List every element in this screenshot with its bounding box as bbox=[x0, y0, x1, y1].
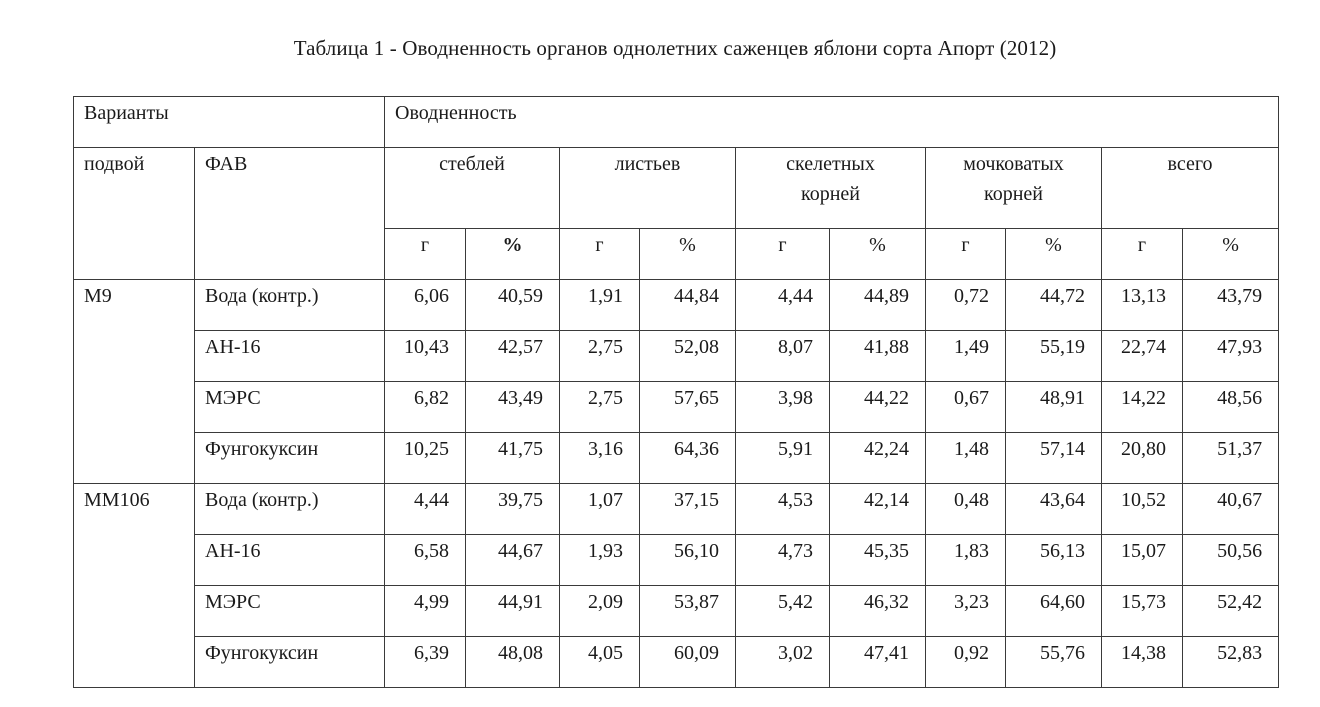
header-row-2 bbox=[74, 148, 1279, 229]
value-pct-cell: 44,67 bbox=[466, 535, 560, 586]
value-g-cell: 22,74 bbox=[1102, 331, 1183, 382]
value-pct-cell: 39,75 bbox=[466, 484, 560, 535]
table-caption: Таблица 1 - Оводненность органов однолетних саженцев яблони сорта Апорт (2012) bbox=[293, 36, 1057, 60]
header-group-fibrous-roots: мочковатых корней bbox=[926, 148, 1102, 229]
value-pct-cell: 43,49 bbox=[466, 382, 560, 433]
fav-cell: МЭРС bbox=[195, 382, 385, 433]
value-pct-cell: 44,22 bbox=[830, 382, 926, 433]
value-g-cell: 2,09 bbox=[560, 586, 640, 637]
value-pct-cell: 64,36 bbox=[640, 433, 736, 484]
value-pct-cell: 41,88 bbox=[830, 331, 926, 382]
header-row-1 bbox=[74, 97, 1279, 148]
value-pct-cell: 50,56 bbox=[1183, 535, 1279, 586]
value-pct-cell: 40,67 bbox=[1183, 484, 1279, 535]
table-row bbox=[74, 637, 1279, 688]
value-pct-cell: 44,89 bbox=[830, 280, 926, 331]
table-row bbox=[74, 586, 1279, 637]
value-g-cell: 15,73 bbox=[1102, 586, 1183, 637]
rootstock-cell: ММ106 bbox=[74, 484, 195, 688]
value-g-cell: 4,05 bbox=[560, 637, 640, 688]
unit-g: г bbox=[926, 229, 1006, 280]
value-pct-cell: 44,84 bbox=[640, 280, 736, 331]
table-row bbox=[74, 433, 1279, 484]
value-pct-cell: 37,15 bbox=[640, 484, 736, 535]
fav-cell: АН-16 bbox=[195, 535, 385, 586]
header-hydration: Оводненность bbox=[385, 97, 1279, 148]
value-g-cell: 10,43 bbox=[385, 331, 466, 382]
value-g-cell: 1,91 bbox=[560, 280, 640, 331]
value-g-cell: 13,13 bbox=[1102, 280, 1183, 331]
value-pct-cell: 64,60 bbox=[1006, 586, 1102, 637]
header-group-skeletal-roots: скелетных корней bbox=[736, 148, 926, 229]
value-g-cell: 14,22 bbox=[1102, 382, 1183, 433]
header-group-total: всего bbox=[1102, 148, 1279, 229]
value-pct-cell: 56,13 bbox=[1006, 535, 1102, 586]
value-g-cell: 4,53 bbox=[736, 484, 830, 535]
table-row bbox=[74, 484, 1279, 535]
value-pct-cell: 40,59 bbox=[466, 280, 560, 331]
value-pct-cell: 43,64 bbox=[1006, 484, 1102, 535]
header-variants: Варианты bbox=[74, 97, 385, 148]
value-g-cell: 0,48 bbox=[926, 484, 1006, 535]
value-pct-cell: 48,91 bbox=[1006, 382, 1102, 433]
value-pct-cell: 52,08 bbox=[640, 331, 736, 382]
value-g-cell: 1,48 bbox=[926, 433, 1006, 484]
unit-g: г bbox=[385, 229, 466, 280]
value-pct-cell: 55,76 bbox=[1006, 637, 1102, 688]
unit-pct: % bbox=[1183, 229, 1279, 280]
value-pct-cell: 53,87 bbox=[640, 586, 736, 637]
value-g-cell: 4,73 bbox=[736, 535, 830, 586]
value-pct-cell: 52,42 bbox=[1183, 586, 1279, 637]
value-g-cell: 20,80 bbox=[1102, 433, 1183, 484]
value-g-cell: 5,42 bbox=[736, 586, 830, 637]
value-pct-cell: 57,14 bbox=[1006, 433, 1102, 484]
value-pct-cell: 42,14 bbox=[830, 484, 926, 535]
fav-cell: Фунгокуксин bbox=[195, 637, 385, 688]
value-pct-cell: 51,37 bbox=[1183, 433, 1279, 484]
header-group-leaves: листьев bbox=[560, 148, 736, 229]
fav-cell: Вода (контр.) bbox=[195, 280, 385, 331]
value-g-cell: 0,67 bbox=[926, 382, 1006, 433]
unit-g: г bbox=[736, 229, 830, 280]
header-rootstock: подвой bbox=[74, 148, 195, 280]
value-g-cell: 1,83 bbox=[926, 535, 1006, 586]
value-g-cell: 6,58 bbox=[385, 535, 466, 586]
unit-g: г bbox=[1102, 229, 1183, 280]
fav-cell: МЭРС bbox=[195, 586, 385, 637]
header-fav: ФАВ bbox=[195, 148, 385, 280]
value-g-cell: 1,93 bbox=[560, 535, 640, 586]
value-g-cell: 15,07 bbox=[1102, 535, 1183, 586]
value-pct-cell: 52,83 bbox=[1183, 637, 1279, 688]
value-g-cell: 0,92 bbox=[926, 637, 1006, 688]
value-pct-cell: 48,56 bbox=[1183, 382, 1279, 433]
value-pct-cell: 42,57 bbox=[466, 331, 560, 382]
hydration-table bbox=[73, 96, 1279, 688]
value-g-cell: 4,44 bbox=[385, 484, 466, 535]
value-g-cell: 2,75 bbox=[560, 382, 640, 433]
value-g-cell: 6,39 bbox=[385, 637, 466, 688]
value-g-cell: 14,38 bbox=[1102, 637, 1183, 688]
value-g-cell: 3,98 bbox=[736, 382, 830, 433]
value-g-cell: 5,91 bbox=[736, 433, 830, 484]
unit-pct: % bbox=[466, 229, 560, 280]
value-pct-cell: 44,91 bbox=[466, 586, 560, 637]
value-g-cell: 10,52 bbox=[1102, 484, 1183, 535]
value-pct-cell: 47,93 bbox=[1183, 331, 1279, 382]
unit-pct: % bbox=[1006, 229, 1102, 280]
value-g-cell: 3,02 bbox=[736, 637, 830, 688]
fav-cell: АН-16 bbox=[195, 331, 385, 382]
table-row bbox=[74, 535, 1279, 586]
table-row bbox=[74, 331, 1279, 382]
value-pct-cell: 57,65 bbox=[640, 382, 736, 433]
unit-pct: % bbox=[640, 229, 736, 280]
rootstock-cell: М9 bbox=[74, 280, 195, 484]
fav-cell: Фунгокуксин bbox=[195, 433, 385, 484]
value-g-cell: 4,99 bbox=[385, 586, 466, 637]
value-g-cell: 3,16 bbox=[560, 433, 640, 484]
value-g-cell: 4,44 bbox=[736, 280, 830, 331]
value-g-cell: 0,72 bbox=[926, 280, 1006, 331]
header-group-stems: стеблей bbox=[385, 148, 560, 229]
value-g-cell: 10,25 bbox=[385, 433, 466, 484]
value-pct-cell: 48,08 bbox=[466, 637, 560, 688]
value-pct-cell: 42,24 bbox=[830, 433, 926, 484]
value-g-cell: 1,49 bbox=[926, 331, 1006, 382]
value-pct-cell: 45,35 bbox=[830, 535, 926, 586]
value-g-cell: 2,75 bbox=[560, 331, 640, 382]
value-pct-cell: 44,72 bbox=[1006, 280, 1102, 331]
value-pct-cell: 55,19 bbox=[1006, 331, 1102, 382]
value-g-cell: 1,07 bbox=[560, 484, 640, 535]
value-pct-cell: 60,09 bbox=[640, 637, 736, 688]
fav-cell: Вода (контр.) bbox=[195, 484, 385, 535]
value-g-cell: 8,07 bbox=[736, 331, 830, 382]
table-row bbox=[74, 280, 1279, 331]
value-pct-cell: 46,32 bbox=[830, 586, 926, 637]
table-row bbox=[74, 382, 1279, 433]
value-pct-cell: 56,10 bbox=[640, 535, 736, 586]
unit-g: г bbox=[560, 229, 640, 280]
value-g-cell: 6,82 bbox=[385, 382, 466, 433]
value-pct-cell: 43,79 bbox=[1183, 280, 1279, 331]
value-g-cell: 6,06 bbox=[385, 280, 466, 331]
value-g-cell: 3,23 bbox=[926, 586, 1006, 637]
unit-pct: % bbox=[830, 229, 926, 280]
value-pct-cell: 41,75 bbox=[466, 433, 560, 484]
value-pct-cell: 47,41 bbox=[830, 637, 926, 688]
